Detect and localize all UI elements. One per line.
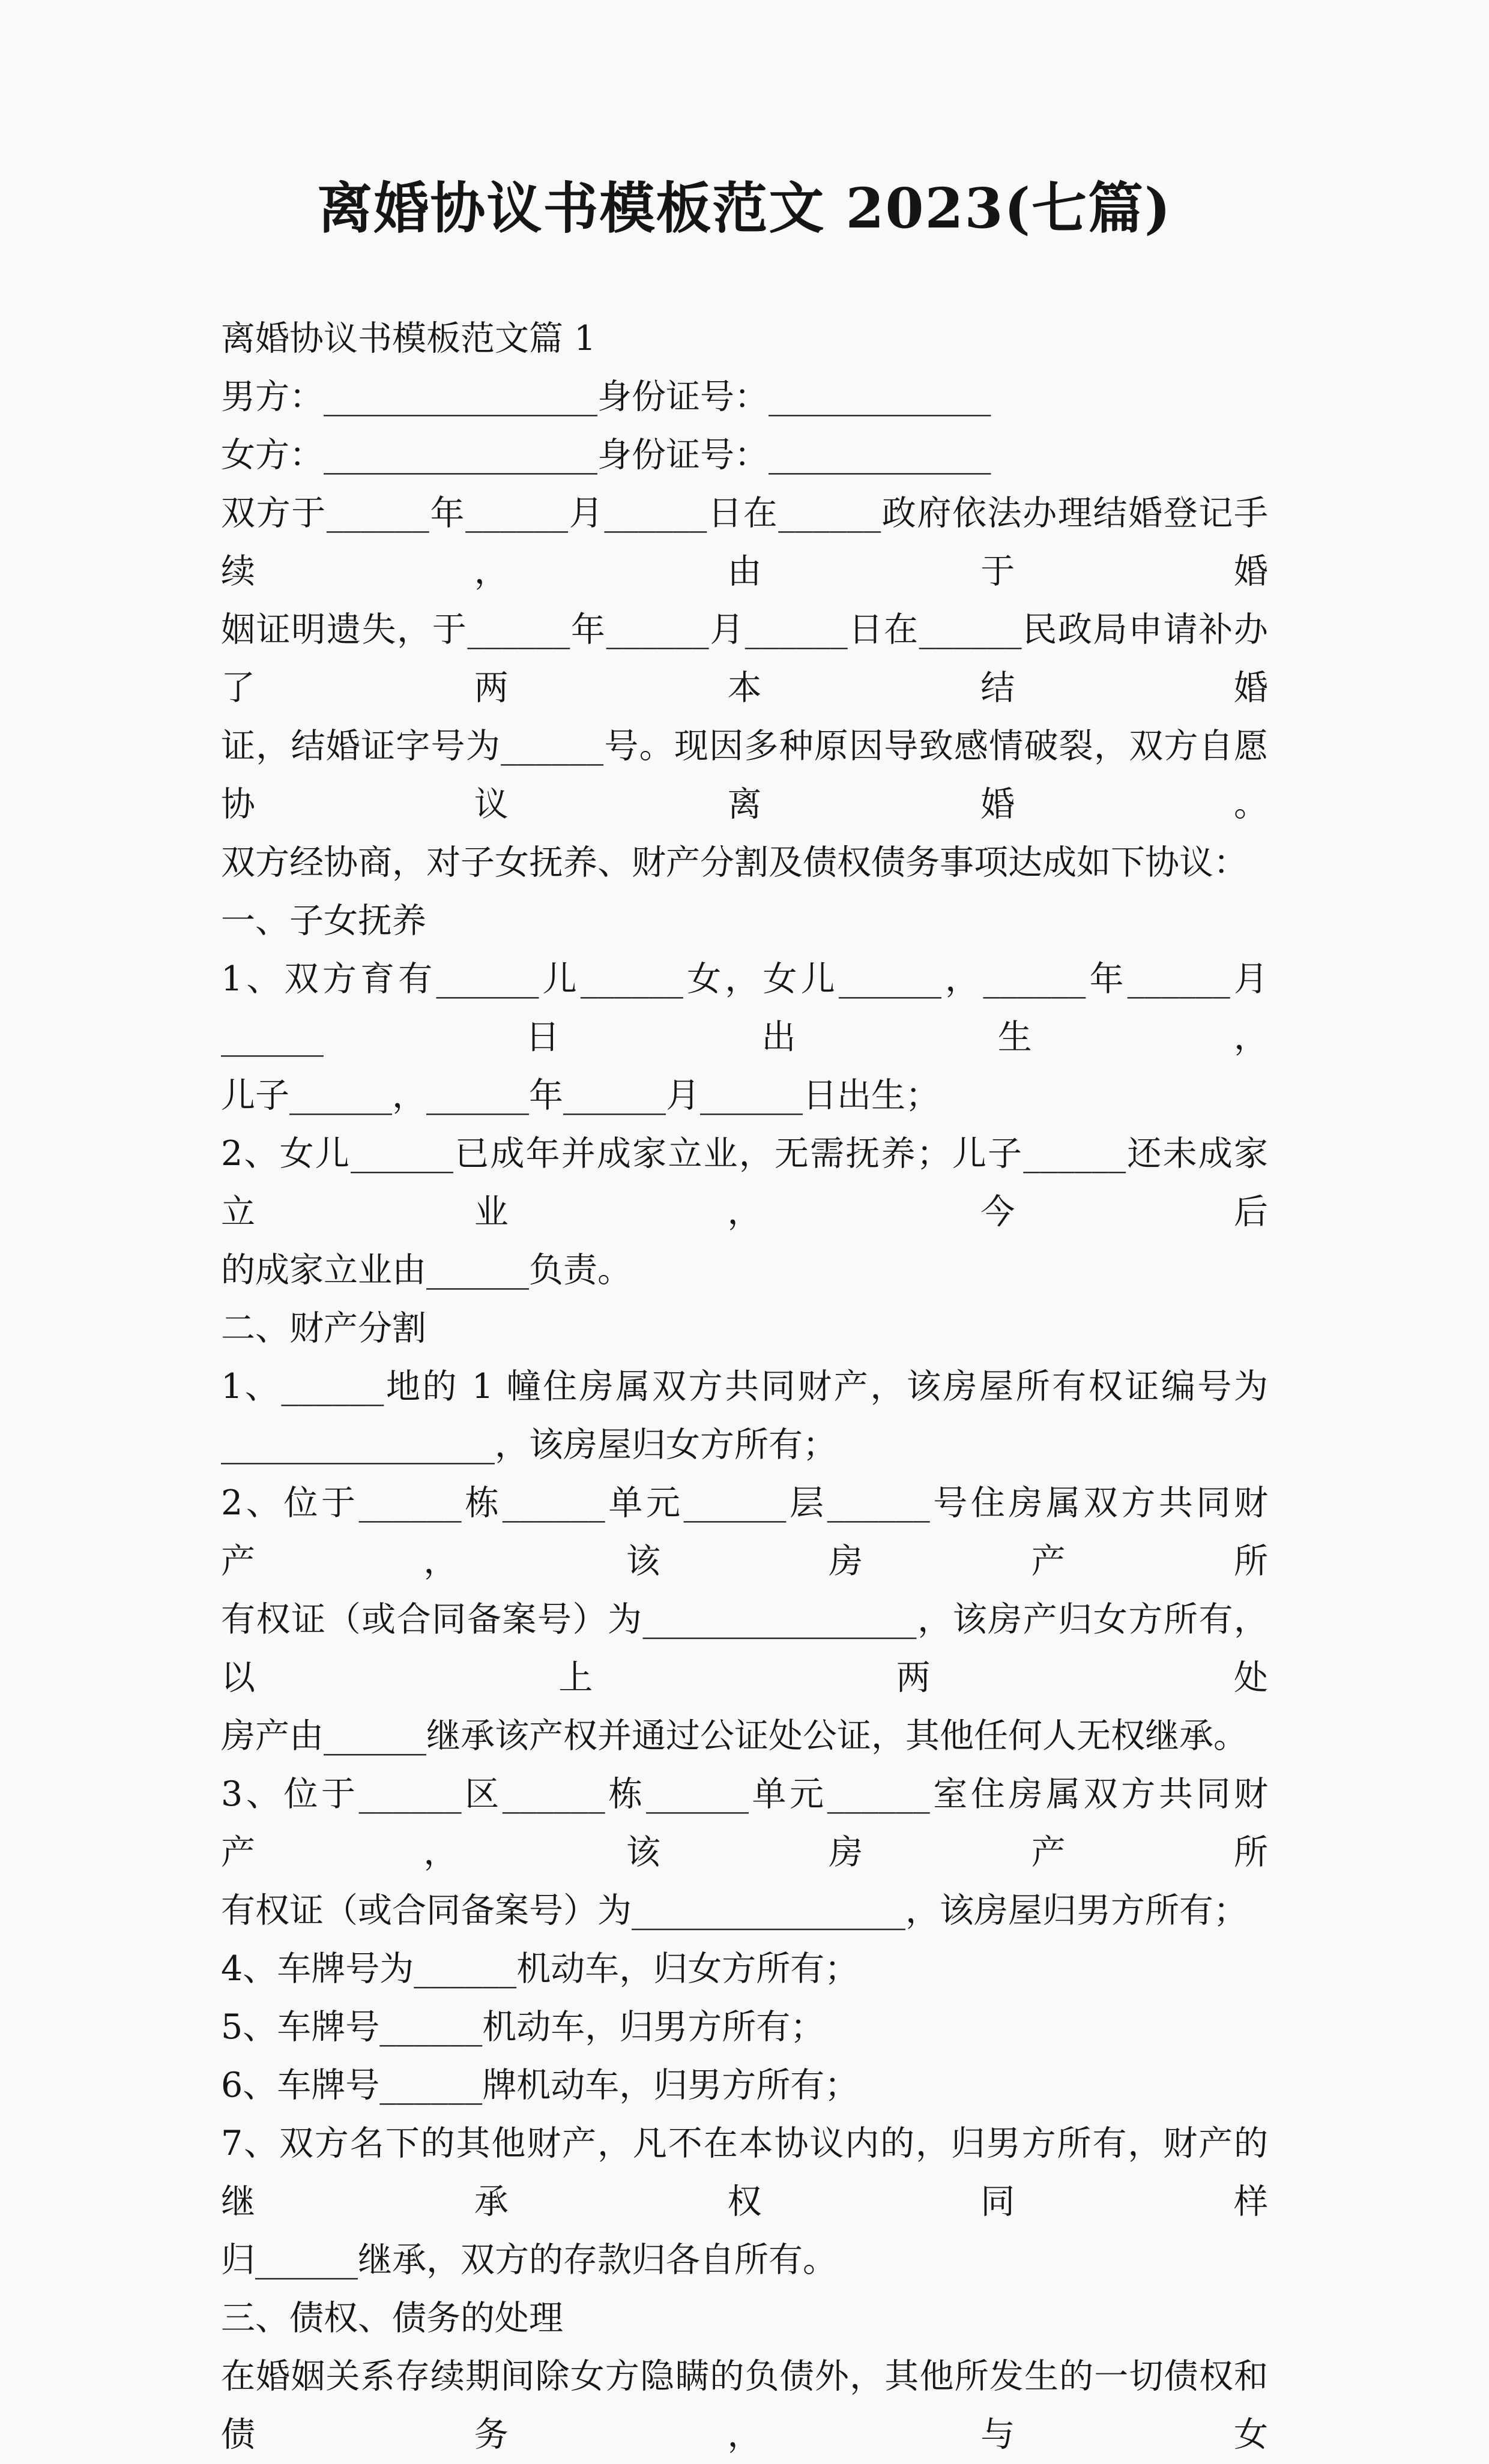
doc-line: 在婚姻关系存续期间除女方隐瞒的负债外，其他所发生的一切债权和债务，与女 [221, 2356, 1268, 2454]
section-heading-part1: 离婚协议书模板范文篇 1 [221, 318, 596, 358]
doc-line: 5、车牌号______机动车，归男方所有； [221, 2007, 825, 2047]
doc-line: ________________，该房屋归女方所有； [221, 1424, 837, 1465]
doc-line: 7、双方名下的其他财产，凡不在本协议内的，归男方所有，财产的继承权同样 [221, 2123, 1268, 2222]
section-heading-custody: 一、子女抚养 [221, 900, 426, 941]
doc-line: 1、双方育有______儿______女，女儿______，______年______月______日出生， [221, 959, 1268, 1057]
doc-line: 双方经协商，对子女抚养、财产分割及债权债务事项达成如下协议： [221, 842, 1248, 882]
doc-line: 姻证明遗失，于______年______月______日在______民政局申请补办了两本结婚 [221, 609, 1268, 708]
doc-line: 6、车牌号______牌机动车，归男方所有； [221, 2065, 859, 2105]
doc-line-wife-id: 女方：________________身份证号：_____________ [221, 435, 991, 475]
document-body [0, 310, 1489, 2464]
section-heading-property: 二、财产分割 [221, 1308, 426, 1348]
doc-line: 双方于______年______月______日在______政府依法办理结婚登记手续，由于婚 [221, 493, 1268, 591]
doc-line-husband-id: 男方：________________身份证号：_____________ [221, 376, 991, 417]
document-title: 离婚协议书模板范文 2023(七篇) [317, 176, 1172, 241]
doc-line: 1、______地的 1 幢住房属双方共同财产，该房屋所有权证编号为 [221, 1366, 1268, 1406]
doc-line: 儿子______，______年______月______日出生； [221, 1075, 940, 1115]
section-heading-debts: 三、债权、债务的处理 [221, 2298, 563, 2338]
doc-line: 有权证（或合同备案号）为________________，该房屋归男方所有； [221, 1890, 1248, 1930]
doc-line: 证，结婚证字号为______号。现因多种原因导致感情破裂，双方自愿协议离婚。 [221, 726, 1268, 824]
doc-line: 的成家立业由______负责。 [221, 1250, 632, 1290]
doc-line: 2、女儿______已成年并成家立业，无需抚养；儿子______还未成家立业，今后 [221, 1133, 1268, 1232]
doc-line: 房产由______继承该产权并通过公证处公证，其他任何人无权继承。 [221, 1715, 1248, 1756]
doc-line: 4、车牌号为______机动车，归女方所有； [221, 1948, 859, 1989]
doc-line: 有权证（或合同备案号）为________________，该房产归女方所有，以上两处 [221, 1599, 1268, 1697]
doc-line: 归______继承，双方的存款归各自所有。 [221, 2240, 837, 2280]
doc-line: 3、位于______区______栋______单元______室住房属双方共同财产，该房产所 [221, 1774, 1268, 1872]
doc-line: 2、位于______栋______单元______层______号住房属双方共同财产，该房产所 [221, 1483, 1268, 1581]
